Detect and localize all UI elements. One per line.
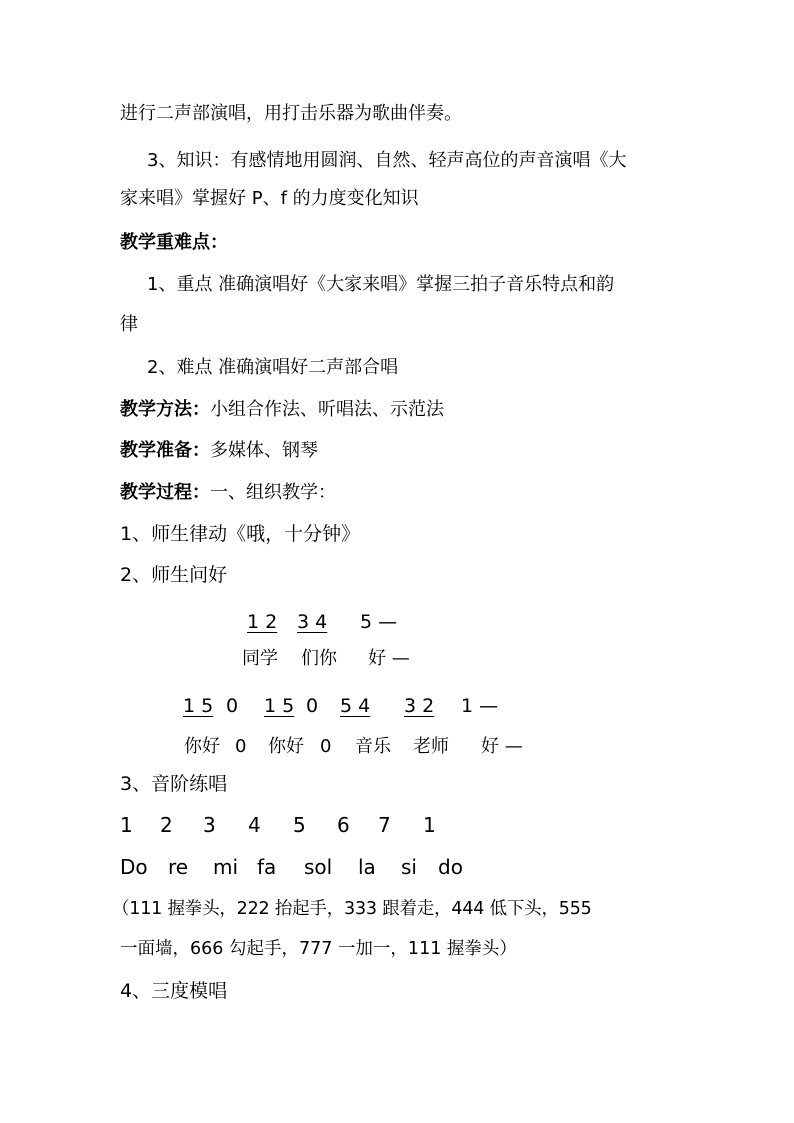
step-line: 1、师生律动《哦，十分钟》 xyxy=(120,523,361,545)
scale-number: 5 xyxy=(293,813,306,837)
paragraph-line: 律 xyxy=(120,314,138,335)
scale-number: 4 xyxy=(248,813,261,837)
rhyme-line: 一面墙，666 勾起手，777 一加一，111 握拳头） xyxy=(120,939,517,959)
numbered-note: 3 2 xyxy=(404,695,435,717)
paragraph-line: 2、难点 准确演唱好二声部合唱 xyxy=(147,357,399,378)
numbered-note: 5 4 xyxy=(340,695,371,717)
lyric: 0 xyxy=(235,736,247,757)
step-line: 3、音阶练唱 xyxy=(120,773,228,795)
scale-numbers xyxy=(0,812,794,838)
lyric: 好 — xyxy=(368,648,410,669)
rhyme-line: （111 握拳头，222 抬起手，333 跟着走，444 低下头，555 xyxy=(112,899,592,919)
step-line: 4、三度模唱 xyxy=(120,980,228,1002)
method-text: 小组合作法、听唱法、示范法 xyxy=(210,399,444,420)
lyric: 你好 xyxy=(184,736,220,757)
scale-syllable: re xyxy=(168,855,189,879)
lyric: 你好 xyxy=(268,736,304,757)
process-text: 一、组织教学： xyxy=(210,482,336,503)
notation-row-2-notes xyxy=(0,693,794,719)
scale-number: 6 xyxy=(337,813,350,837)
numbered-note: 0 xyxy=(226,695,239,717)
paragraph-line: 进行二声部演唱，用打击乐器为歌曲伴奏。 xyxy=(120,103,462,124)
lyric: 0 xyxy=(320,736,332,757)
scale-syllable: sol xyxy=(304,855,333,879)
lyric: 同学 xyxy=(242,648,278,669)
process-line xyxy=(120,480,336,506)
scale-syllable: si xyxy=(401,855,417,879)
process-label: 教学过程： xyxy=(120,482,210,503)
notation-row-2-lyrics xyxy=(0,734,794,760)
numbered-note: 1 5 xyxy=(183,695,214,717)
numbered-note: 3 4 xyxy=(297,611,328,633)
scale-number: 1 xyxy=(423,813,436,837)
scale-number: 2 xyxy=(160,813,173,837)
paragraph-line: 家来唱》掌握好 P、f 的力度变化知识 xyxy=(120,188,419,209)
scale-syllable: fa xyxy=(257,855,277,879)
paragraph-line: 3、知识：有感情地用圆润、自然、轻声高位的声音演唱《大 xyxy=(147,150,627,171)
scale-syllable: la xyxy=(358,855,376,879)
lyric: 音乐 xyxy=(355,736,391,757)
step-line: 2、师生问好 xyxy=(120,564,228,586)
prep-text: 多媒体、钢琴 xyxy=(210,440,318,461)
paragraph-line: 1、重点 准确演唱好《大家来唱》掌握三拍子音乐特点和韵 xyxy=(147,274,615,295)
lyric: 老师 xyxy=(413,736,449,757)
scale-number: 1 xyxy=(120,813,133,837)
lyric: 好 — xyxy=(481,736,523,757)
numbered-note: 1 2 xyxy=(247,611,278,633)
scale-syllable: Do xyxy=(120,855,148,879)
scale-syllable: mi xyxy=(213,855,239,879)
prep-line xyxy=(120,438,318,464)
method-label: 教学方法： xyxy=(120,399,210,420)
section-heading-difficulty: 教学重难点： xyxy=(120,232,228,253)
numbered-note: 0 xyxy=(306,695,319,717)
scale-syllables xyxy=(0,854,794,880)
numbered-note: 1 — xyxy=(461,695,499,717)
scale-syllable: do xyxy=(438,855,463,879)
method-line xyxy=(120,397,444,423)
scale-number: 7 xyxy=(378,813,391,837)
notation-row-1-notes xyxy=(0,609,794,635)
notation-row-1-lyrics xyxy=(0,646,794,672)
lyric: 们你 xyxy=(301,648,337,669)
prep-label: 教学准备： xyxy=(120,440,210,461)
numbered-note: 5 — xyxy=(360,611,398,633)
scale-number: 3 xyxy=(203,813,216,837)
numbered-note: 1 5 xyxy=(264,695,295,717)
